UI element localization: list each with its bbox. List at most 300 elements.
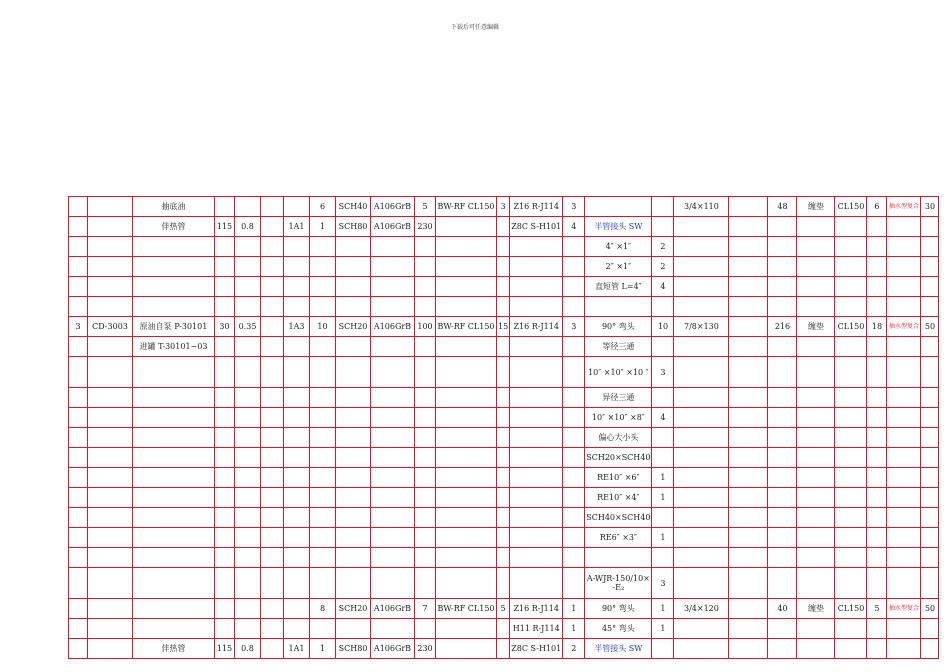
table-cell — [921, 468, 939, 488]
table-cell — [436, 619, 497, 639]
table-cell — [797, 448, 835, 468]
table-cell — [835, 428, 867, 448]
table-cell — [652, 508, 674, 528]
table-cell — [835, 388, 867, 408]
table-row — [69, 488, 939, 508]
table-cell — [88, 468, 133, 488]
table-cell: 偏心大小头 — [585, 428, 652, 448]
table-cell — [261, 619, 284, 639]
table-cell — [261, 468, 284, 488]
table-cell — [436, 448, 497, 468]
table-cell: SCH80 — [336, 217, 371, 237]
table-cell — [497, 388, 510, 408]
table-cell: 0.8 — [235, 217, 261, 237]
table-cell: 3 — [563, 197, 585, 217]
table-cell — [133, 548, 215, 568]
table-cell — [729, 428, 768, 448]
table-cell — [436, 468, 497, 488]
table-cell — [261, 297, 284, 317]
table-cell — [729, 619, 768, 639]
table-cell — [371, 428, 415, 448]
table-cell — [69, 548, 88, 568]
table-cell — [284, 337, 310, 357]
table-cell — [797, 548, 835, 568]
table-cell — [261, 599, 284, 619]
table-cell — [261, 488, 284, 508]
table-cell — [563, 388, 585, 408]
table-cell: BW-RF CL150 — [436, 599, 497, 619]
table-cell — [729, 277, 768, 297]
table-cell — [133, 357, 215, 388]
table-cell: 0.8 — [235, 639, 261, 659]
table-cell: 1 — [652, 619, 674, 639]
table-cell — [887, 337, 921, 357]
table-cell — [797, 619, 835, 639]
table-cell — [415, 297, 436, 317]
table-cell — [436, 488, 497, 508]
table-cell — [674, 337, 729, 357]
table-cell — [867, 568, 887, 599]
table-cell — [235, 568, 261, 599]
table-cell — [563, 448, 585, 468]
table-cell — [887, 297, 921, 317]
table-cell — [674, 468, 729, 488]
table-cell — [797, 408, 835, 428]
table-cell: CD-3003 — [88, 317, 133, 337]
table-cell — [133, 297, 215, 317]
table-cell: 2 — [652, 237, 674, 257]
table-cell — [835, 217, 867, 237]
table-cell — [235, 257, 261, 277]
table-cell: 抽底油 — [133, 197, 215, 217]
table-cell — [88, 639, 133, 659]
table-cell — [284, 357, 310, 388]
table-cell — [497, 428, 510, 448]
table-cell — [133, 508, 215, 528]
table-cell — [310, 448, 336, 468]
table-cell: BW-RF CL150 — [436, 197, 497, 217]
table-cell — [835, 508, 867, 528]
table-cell — [497, 337, 510, 357]
table-cell — [69, 488, 88, 508]
table-cell — [674, 217, 729, 237]
table-cell — [835, 297, 867, 317]
table-cell — [835, 468, 867, 488]
table-cell — [88, 357, 133, 388]
table-cell — [88, 237, 133, 257]
table-cell — [497, 508, 510, 528]
table-cell — [797, 528, 835, 548]
table-cell — [835, 548, 867, 568]
table-cell — [69, 528, 88, 548]
table-cell — [674, 548, 729, 568]
table-cell — [261, 357, 284, 388]
table-cell — [415, 357, 436, 388]
table-cell — [215, 388, 235, 408]
table-cell — [371, 619, 415, 639]
table-cell — [835, 488, 867, 508]
table-cell — [510, 297, 563, 317]
table-cell — [371, 237, 415, 257]
table-cell — [921, 488, 939, 508]
table-cell: 1A3 — [284, 317, 310, 337]
table-cell — [310, 237, 336, 257]
table-row — [69, 408, 939, 428]
table-cell — [835, 357, 867, 388]
table-cell: 10 — [652, 317, 674, 337]
table-cell — [284, 619, 310, 639]
table-cell: Z16 R-J114 — [510, 197, 563, 217]
table-cell — [867, 619, 887, 639]
table-cell — [310, 468, 336, 488]
table-cell — [652, 197, 674, 217]
table-cell — [436, 357, 497, 388]
table-cell — [69, 508, 88, 528]
table-cell: 原油自泵 P-30101 — [133, 317, 215, 337]
table-cell: A106GrB — [371, 197, 415, 217]
table-cell: 1 — [652, 599, 674, 619]
table-cell — [652, 639, 674, 659]
table-row — [69, 277, 939, 297]
table-cell: 6 — [310, 197, 336, 217]
table-cell: SCH20×SCH40 — [585, 448, 652, 468]
table-cell — [88, 257, 133, 277]
table-cell — [261, 448, 284, 468]
table-cell: 230 — [415, 639, 436, 659]
table-cell: 1 — [652, 468, 674, 488]
table-cell — [235, 388, 261, 408]
table-cell — [797, 337, 835, 357]
table-cell — [729, 237, 768, 257]
table-cell — [371, 528, 415, 548]
table-cell — [674, 277, 729, 297]
table-cell — [768, 237, 797, 257]
table-cell — [729, 528, 768, 548]
table-cell — [261, 639, 284, 659]
table-cell: 90° 弯头 — [585, 317, 652, 337]
table-cell — [729, 639, 768, 659]
table-cell — [284, 448, 310, 468]
table-cell — [887, 548, 921, 568]
table-cell — [235, 448, 261, 468]
table-cell — [797, 568, 835, 599]
table-cell — [284, 197, 310, 217]
table-cell: Z16 R-J114 — [510, 599, 563, 619]
table-cell — [235, 357, 261, 388]
table-cell — [69, 357, 88, 388]
table-cell — [497, 257, 510, 277]
table-cell — [415, 237, 436, 257]
table-cell — [415, 388, 436, 408]
table-cell: 230 — [415, 217, 436, 237]
table-cell — [88, 388, 133, 408]
table-cell: 10″ ×10″ ×8″ — [585, 408, 652, 428]
table-cell — [336, 337, 371, 357]
table-cell — [261, 337, 284, 357]
table-cell — [261, 277, 284, 297]
table-cell: 3 — [652, 357, 674, 388]
table-cell: SCH20 — [336, 599, 371, 619]
table-cell — [835, 528, 867, 548]
table-cell — [215, 277, 235, 297]
table-cell — [235, 297, 261, 317]
table-cell — [497, 297, 510, 317]
table-cell: 1 — [310, 217, 336, 237]
table-cell: 抽水型复合 — [887, 599, 921, 619]
table-cell — [867, 277, 887, 297]
table-cell — [310, 357, 336, 388]
table-cell — [921, 297, 939, 317]
table-cell — [336, 408, 371, 428]
table-cell — [887, 277, 921, 297]
table-row — [69, 337, 939, 357]
table-cell: 40 — [768, 599, 797, 619]
table-cell — [215, 508, 235, 528]
table-cell — [133, 408, 215, 428]
table-cell — [436, 528, 497, 548]
table-cell — [729, 548, 768, 568]
table-cell — [415, 337, 436, 357]
table-body — [69, 197, 939, 659]
table-cell — [261, 548, 284, 568]
table-cell: 1 — [652, 528, 674, 548]
table-row — [69, 619, 939, 639]
table-cell — [215, 568, 235, 599]
table-cell — [88, 448, 133, 468]
table-cell — [436, 388, 497, 408]
table-cell — [371, 448, 415, 468]
table-cell: 5 — [867, 599, 887, 619]
table-cell — [284, 548, 310, 568]
table-row — [69, 599, 939, 619]
table-cell — [215, 468, 235, 488]
table-cell — [436, 408, 497, 428]
table-cell — [797, 508, 835, 528]
table-cell — [261, 257, 284, 277]
table-cell: RE10″ ×6″ — [585, 468, 652, 488]
table-cell: 1A1 — [284, 639, 310, 659]
table-cell — [215, 297, 235, 317]
table-cell: 30 — [215, 317, 235, 337]
table-cell — [261, 197, 284, 217]
table-cell: 直短管 L=4″ — [585, 277, 652, 297]
table-cell — [835, 639, 867, 659]
table-cell — [921, 257, 939, 277]
table-cell — [261, 508, 284, 528]
table-cell — [768, 568, 797, 599]
table-cell — [235, 337, 261, 357]
table-cell — [436, 568, 497, 599]
table-cell — [585, 197, 652, 217]
table-cell: 2″ ×1″ — [585, 257, 652, 277]
table-cell — [310, 508, 336, 528]
table-cell — [563, 357, 585, 388]
table-cell — [835, 408, 867, 428]
table-cell — [887, 619, 921, 639]
table-cell: 30 — [921, 197, 939, 217]
table-cell — [284, 237, 310, 257]
table-cell — [887, 448, 921, 468]
table-cell — [415, 428, 436, 448]
table-cell — [797, 357, 835, 388]
table-cell — [797, 217, 835, 237]
table-cell — [887, 639, 921, 659]
table-cell: 45° 弯头 — [585, 619, 652, 639]
table-cell — [336, 488, 371, 508]
table-cell — [336, 428, 371, 448]
table-cell — [69, 448, 88, 468]
table-cell — [585, 548, 652, 568]
table-cell: 4 — [563, 217, 585, 237]
table-cell: 伴热管 — [133, 639, 215, 659]
table-cell — [921, 357, 939, 388]
table-cell: 3/4×110 — [674, 197, 729, 217]
table-row — [69, 639, 939, 659]
table-cell: A106GrB — [371, 317, 415, 337]
table-cell — [69, 599, 88, 619]
table-cell — [310, 528, 336, 548]
table-cell — [867, 337, 887, 357]
table-cell: 115 — [215, 639, 235, 659]
table-cell — [88, 297, 133, 317]
table-cell — [867, 528, 887, 548]
table-cell — [768, 488, 797, 508]
table-cell — [563, 257, 585, 277]
table-cell — [674, 257, 729, 277]
table-cell — [652, 388, 674, 408]
table-cell — [133, 568, 215, 599]
table-cell — [729, 508, 768, 528]
table-cell — [867, 468, 887, 488]
table-cell: 1 — [563, 619, 585, 639]
table-cell — [336, 619, 371, 639]
table-cell — [797, 257, 835, 277]
table-cell — [768, 528, 797, 548]
table-cell — [867, 508, 887, 528]
table-cell — [887, 568, 921, 599]
table-cell: CL150 — [835, 197, 867, 217]
table-cell — [215, 337, 235, 357]
table-cell — [510, 257, 563, 277]
table-cell — [652, 297, 674, 317]
table-cell — [510, 388, 563, 408]
table-cell: 3 — [69, 317, 88, 337]
table-cell — [510, 237, 563, 257]
table-cell — [797, 468, 835, 488]
table-cell — [133, 257, 215, 277]
table-cell: 异径三通 — [585, 388, 652, 408]
table-cell: 抽水型复合 — [887, 317, 921, 337]
table-cell — [436, 277, 497, 297]
table-cell — [215, 619, 235, 639]
table-cell — [652, 548, 674, 568]
table-cell — [235, 508, 261, 528]
table-cell — [415, 528, 436, 548]
table-cell — [310, 408, 336, 428]
table-cell — [436, 428, 497, 448]
table-cell: 4″ ×1″ — [585, 237, 652, 257]
table-cell — [887, 428, 921, 448]
table-cell — [729, 488, 768, 508]
table-cell — [768, 388, 797, 408]
table-cell — [510, 508, 563, 528]
table-cell — [563, 468, 585, 488]
table-cell: Z8C S-H101 — [510, 217, 563, 237]
table-cell — [133, 388, 215, 408]
table-cell — [887, 257, 921, 277]
table-cell — [510, 568, 563, 599]
table-cell — [867, 237, 887, 257]
table-cell: SCH20 — [336, 317, 371, 337]
table-cell — [497, 357, 510, 388]
table-cell — [510, 428, 563, 448]
table-cell — [563, 297, 585, 317]
table-row — [69, 357, 939, 388]
table-cell — [867, 448, 887, 468]
table-cell: Z16 R-J114 — [510, 317, 563, 337]
table-cell — [371, 548, 415, 568]
table-cell — [69, 568, 88, 599]
table-cell — [921, 528, 939, 548]
table-row — [69, 508, 939, 528]
table-cell: 1A1 — [284, 217, 310, 237]
table-cell: 3/4×120 — [674, 599, 729, 619]
table-cell — [133, 237, 215, 257]
table-cell — [729, 337, 768, 357]
table-cell — [336, 568, 371, 599]
table-cell — [921, 388, 939, 408]
table-cell — [69, 257, 88, 277]
table-cell — [867, 388, 887, 408]
table-cell — [336, 448, 371, 468]
table-cell — [88, 488, 133, 508]
table-cell — [497, 639, 510, 659]
table-cell — [235, 619, 261, 639]
table-cell: 50 — [921, 599, 939, 619]
table-cell — [235, 488, 261, 508]
table-cell — [510, 408, 563, 428]
table-cell — [867, 428, 887, 448]
table-cell — [336, 388, 371, 408]
table-cell: 2 — [652, 257, 674, 277]
table-cell — [887, 528, 921, 548]
table-row — [69, 317, 939, 337]
table-cell — [887, 388, 921, 408]
table-cell — [235, 528, 261, 548]
table-cell — [436, 548, 497, 568]
table-cell: 10 — [310, 317, 336, 337]
table-cell — [88, 528, 133, 548]
table-cell — [88, 277, 133, 297]
table-cell — [436, 257, 497, 277]
table-row — [69, 217, 939, 237]
table-cell — [371, 468, 415, 488]
table-cell: RE6″ ×3″ — [585, 528, 652, 548]
table-cell: RE10″ ×4″ — [585, 488, 652, 508]
table-cell — [887, 408, 921, 428]
table-cell — [497, 277, 510, 297]
table-cell — [510, 277, 563, 297]
table-cell — [497, 619, 510, 639]
table-cell — [133, 619, 215, 639]
table-cell — [674, 619, 729, 639]
table-cell — [674, 428, 729, 448]
table-cell — [729, 568, 768, 599]
table-cell: 216 — [768, 317, 797, 337]
table-cell — [674, 488, 729, 508]
table-cell — [88, 217, 133, 237]
table-cell — [921, 217, 939, 237]
